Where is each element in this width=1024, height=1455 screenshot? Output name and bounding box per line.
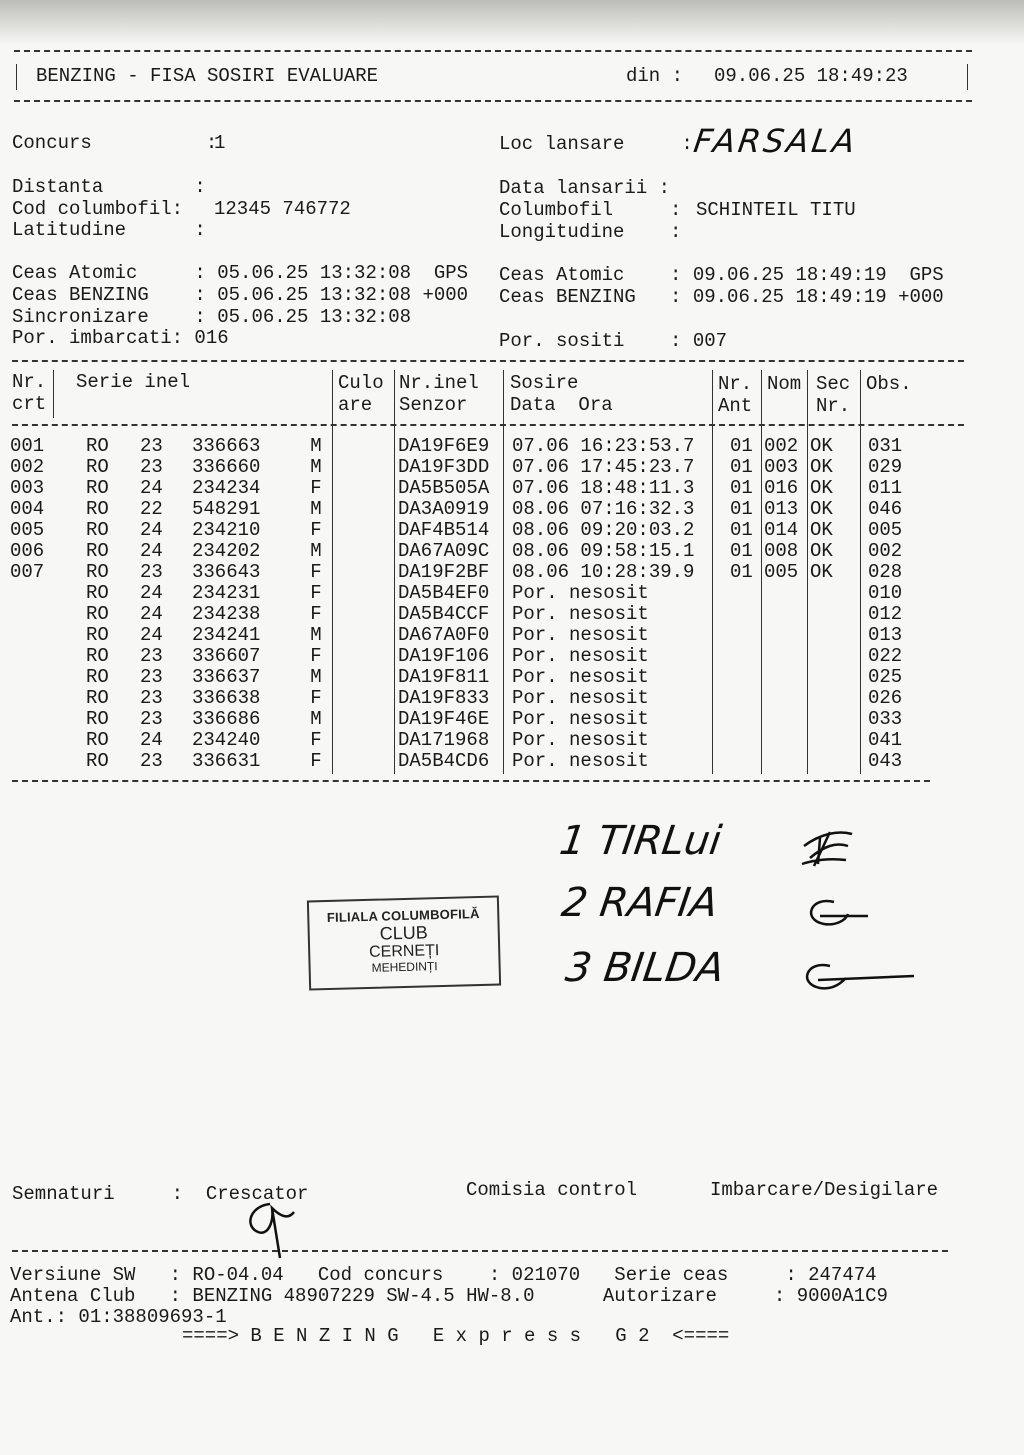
cell-tara: RO: [86, 561, 109, 583]
handwritten-line-1: 1 TIRLui: [556, 818, 725, 864]
cell-culoare: [336, 604, 396, 625]
cell-obs: 022: [868, 645, 903, 667]
cell-tara: RO: [86, 603, 109, 625]
header-banner: [14, 50, 972, 102]
cell-culoare: [336, 436, 396, 457]
cell-ant: [714, 625, 764, 646]
cell-senzor: DA19F811: [398, 666, 490, 688]
cell-an: 23: [140, 750, 163, 772]
cell-nr-crt: 001: [10, 435, 45, 457]
cell-inel: 336607: [192, 645, 261, 667]
table-row: [10, 730, 922, 751]
cell-sex: M: [310, 435, 322, 457]
cell-obs: 046: [868, 498, 903, 520]
cell-sosire: Por. nesosit: [512, 666, 649, 688]
table-rule-bottom: [12, 780, 930, 782]
header-nr-inel: Nr.inel: [399, 372, 479, 394]
cell-nr-crt: [10, 709, 78, 730]
cell-sex: F: [310, 603, 322, 625]
cell-senzor: DA3A0919: [398, 498, 490, 520]
brand-line: ====> B E N Z I N G E x p r e s s G 2 <====: [182, 1325, 730, 1347]
cell-sec: [810, 646, 862, 667]
cell-an: 23: [140, 687, 163, 709]
cell-obs: 005: [868, 519, 903, 541]
cell-ant: 01: [730, 498, 753, 520]
cell-obs: 025: [868, 666, 903, 688]
cell-an: 24: [140, 603, 163, 625]
distanta-label: Distanta :: [12, 176, 206, 198]
header-serie-inel: Serie inel: [76, 371, 191, 393]
header-crt: crt: [12, 393, 47, 415]
cell-tara: RO: [86, 750, 109, 772]
cell-culoare: [336, 457, 396, 478]
cell-nom: [764, 646, 810, 667]
columbofil-value: SCHINTEIL TITU: [696, 199, 856, 221]
cell-inel: 336660: [192, 456, 261, 478]
cell-nom: 008: [764, 540, 799, 562]
cell-sosire: Por. nesosit: [512, 624, 649, 646]
cell-senzor: DA19F106: [398, 645, 490, 667]
cell-sec: [810, 688, 862, 709]
ceas-atomic-left: Ceas Atomic : 05.06.25 13:32:08 GPS: [12, 262, 469, 284]
cell-an: 24: [140, 477, 163, 499]
cell-obs: 041: [868, 729, 903, 751]
cell-culoare: [336, 709, 396, 730]
cell-nr-crt: 002: [10, 456, 45, 478]
cell-obs: 013: [868, 624, 903, 646]
cell-inel: 234234: [192, 477, 261, 499]
porumbei-sositi: Por. sositi : 007: [499, 330, 728, 352]
cell-sosire: 07.06 16:23:53.7: [512, 435, 695, 457]
table-row: [10, 604, 922, 625]
header-senzor: Senzor: [399, 394, 468, 416]
cod-columbofil-value: 12345 746772: [214, 198, 351, 220]
cell-sec: [810, 667, 862, 688]
cell-sosire: 08.06 10:28:39.9: [512, 561, 695, 583]
cell-ant: 01: [730, 456, 753, 478]
comisia-control-label: Comisia control: [466, 1179, 638, 1201]
cell-ant: [714, 604, 764, 625]
cell-sex: M: [310, 666, 322, 688]
antena-id: Ant.: 01:38809693-1: [10, 1306, 227, 1328]
signature: [240, 1196, 310, 1266]
sincronizare: Sincronizare : 05.06.25 13:32:08: [12, 306, 412, 328]
cell-senzor: DA5B505A: [398, 477, 490, 499]
cell-senzor: DA171968: [398, 729, 490, 751]
cell-an: 23: [140, 708, 163, 730]
cell-an: 23: [140, 561, 163, 583]
cell-nr-crt: [10, 667, 78, 688]
cell-inel: 336663: [192, 435, 261, 457]
cell-tara: RO: [86, 519, 109, 541]
cell-sec: OK: [810, 519, 833, 541]
cell-nom: [764, 709, 810, 730]
cell-sec: [810, 604, 862, 625]
cell-tara: RO: [86, 666, 109, 688]
cell-ant: [714, 667, 764, 688]
table-row: [10, 709, 922, 730]
cell-sosire: Por. nesosit: [512, 603, 649, 625]
banner-left-bar: [16, 64, 17, 90]
cell-an: 24: [140, 540, 163, 562]
cell-culoare: [336, 499, 396, 520]
cell-sec: [810, 730, 862, 751]
cell-ant: [714, 709, 764, 730]
cell-tara: RO: [86, 435, 109, 457]
cell-ant: [714, 688, 764, 709]
cell-culoare: [336, 688, 396, 709]
cell-sex: M: [310, 498, 322, 520]
cell-culoare: [336, 583, 396, 604]
cell-inel: 234238: [192, 603, 261, 625]
cell-senzor: DA5B4CCF: [398, 603, 490, 625]
cell-tara: RO: [86, 540, 109, 562]
cell-obs: 011: [868, 477, 903, 499]
stamp-line-4: MEHEDINȚI: [371, 959, 438, 975]
loc-lansare-label: Loc lansare :: [499, 133, 693, 155]
cell-an: 23: [140, 435, 163, 457]
versiune-sw: Versiune SW : RO-04.04 Cod concurs : 021070 Serie ceas : 247474: [10, 1264, 877, 1286]
concurs-value: 1: [214, 132, 226, 154]
cell-sosire: 07.06 18:48:11.3: [512, 477, 695, 499]
table-row: [10, 625, 922, 646]
cell-sec: OK: [810, 456, 833, 478]
cell-obs: 002: [868, 540, 903, 562]
cell-obs: 028: [868, 561, 903, 583]
cell-nom: [764, 604, 810, 625]
cell-nom: [764, 625, 810, 646]
cell-an: 23: [140, 456, 163, 478]
table-row: [10, 499, 922, 520]
table-row: [10, 541, 922, 562]
header-data-ora: Data Ora: [510, 394, 613, 416]
club-stamp: [307, 896, 501, 991]
cell-sex: F: [310, 582, 322, 604]
cell-sec: OK: [810, 561, 833, 583]
cell-nr-crt: [10, 730, 78, 751]
ceas-benzing-left: Ceas BENZING : 05.06.25 13:32:08 +000: [12, 284, 469, 306]
cell-ant: 01: [730, 477, 753, 499]
cell-nom: 003: [764, 456, 799, 478]
header-sec-nr: Nr.: [816, 395, 851, 417]
cell-senzor: DA5B4CD6: [398, 750, 490, 772]
cell-sex: M: [310, 708, 322, 730]
table-row: [10, 688, 922, 709]
cell-ant: [714, 646, 764, 667]
banner-right-bar: [967, 64, 968, 90]
handwritten-initials: [790, 816, 930, 996]
cell-nom: [764, 688, 810, 709]
cell-ant: 01: [730, 561, 753, 583]
header-sosire: Sosire: [510, 372, 579, 394]
cell-senzor: DA19F3DD: [398, 456, 490, 478]
cell-an: 23: [140, 666, 163, 688]
header-culoare-1: Culo: [338, 372, 384, 394]
table-rule-top: [12, 360, 964, 362]
cell-culoare: [336, 520, 396, 541]
cell-tara: RO: [86, 645, 109, 667]
cell-an: 24: [140, 582, 163, 604]
cell-tara: RO: [86, 624, 109, 646]
cell-culoare: [336, 478, 396, 499]
cell-sec: [810, 751, 862, 772]
header-culoare-2: are: [338, 394, 373, 416]
cell-nr-crt: [10, 646, 78, 667]
header-nr-ant: Nr.: [718, 373, 753, 395]
cell-inel: 336643: [192, 561, 261, 583]
header-nom: Nom: [767, 373, 802, 395]
cell-sosire: Por. nesosit: [512, 750, 649, 772]
cell-ant: 01: [730, 519, 753, 541]
cell-nr-crt: [10, 625, 78, 646]
semnaturi-label: Semnaturi : Crescator: [12, 1183, 309, 1205]
header-obs: Obs.: [866, 373, 912, 395]
cell-obs: 012: [868, 603, 903, 625]
cell-inel: 548291: [192, 498, 261, 520]
cell-senzor: DA67A0F0: [398, 624, 490, 646]
cell-sec: [810, 709, 862, 730]
cell-tara: RO: [86, 582, 109, 604]
cell-sosire: Por. nesosit: [512, 708, 649, 730]
loc-lansare-value: FARSALA: [691, 122, 861, 160]
cell-nom: 013: [764, 498, 799, 520]
cell-nom: 002: [764, 435, 799, 457]
cell-culoare: [336, 730, 396, 751]
cell-inel: 336686: [192, 708, 261, 730]
cell-sex: F: [310, 729, 322, 751]
ceas-atomic-right: Ceas Atomic : 09.06.25 18:49:19 GPS: [499, 264, 944, 286]
table-row: [10, 667, 922, 688]
cell-culoare: [336, 646, 396, 667]
cell-sosire: Por. nesosit: [512, 729, 649, 751]
cell-tara: RO: [86, 498, 109, 520]
cell-nom: [764, 583, 810, 604]
handwritten-line-3: 3 BILDA: [562, 945, 728, 991]
cell-an: 24: [140, 624, 163, 646]
cell-nom: [764, 667, 810, 688]
cell-senzor: DAF4B514: [398, 519, 490, 541]
table-row: [10, 436, 922, 457]
footer-rule: [12, 1250, 948, 1252]
cell-nr-crt: 005: [10, 519, 45, 541]
cell-sosire: 08.06 09:58:15.1: [512, 540, 695, 562]
concurs-label: Concurs :: [12, 132, 218, 154]
cell-obs: 031: [868, 435, 903, 457]
cell-sosire: 08.06 07:16:32.3: [512, 498, 695, 520]
cell-tara: RO: [86, 456, 109, 478]
cell-nr-crt: [10, 751, 78, 772]
cell-an: 23: [140, 645, 163, 667]
cell-nr-crt: 004: [10, 498, 45, 520]
cell-an: 24: [140, 519, 163, 541]
cell-nr-crt: [10, 604, 78, 625]
col-divider: [53, 370, 54, 418]
cell-sec: [810, 625, 862, 646]
cell-culoare: [336, 751, 396, 772]
cell-sec: OK: [810, 435, 833, 457]
cell-obs: 010: [868, 582, 903, 604]
table-row: [10, 520, 922, 541]
cell-obs: 029: [868, 456, 903, 478]
data-lansarii-label: Data lansarii :: [499, 177, 671, 199]
antena-club: Antena Club : BENZING 48907229 SW-4.5 HW-8.0 Autorizare : 9000A1C9: [10, 1285, 888, 1307]
cell-nom: 005: [764, 561, 799, 583]
cell-culoare: [336, 562, 396, 583]
cell-nr-crt: 003: [10, 477, 45, 499]
cell-nr-crt: 007: [10, 561, 45, 583]
table-row: [10, 646, 922, 667]
cell-sex: F: [310, 645, 322, 667]
stamp-line-1: FILIALA COLUMBOFILĂ: [326, 906, 480, 926]
cell-sex: F: [310, 687, 322, 709]
cell-sex: M: [310, 540, 322, 562]
cell-ant: 01: [730, 435, 753, 457]
cell-sec: OK: [810, 540, 833, 562]
cell-nom: 014: [764, 519, 799, 541]
cell-obs: 043: [868, 750, 903, 772]
stamp-line-2: CLUB: [379, 922, 428, 944]
cell-nom: [764, 751, 810, 772]
cell-ant: [714, 751, 764, 772]
cell-tara: RO: [86, 729, 109, 751]
cell-inel: 234202: [192, 540, 261, 562]
cell-senzor: DA67A09C: [398, 540, 490, 562]
cell-sex: M: [310, 456, 322, 478]
cell-sosire: Por. nesosit: [512, 582, 649, 604]
cell-sex: F: [310, 561, 322, 583]
table-row: [10, 457, 922, 478]
cell-inel: 336638: [192, 687, 261, 709]
porumbei-imbarcati: Por. imbarcati: 016: [12, 327, 229, 349]
header-nr: Nr.: [12, 371, 47, 393]
cell-nr-crt: [10, 688, 78, 709]
cell-senzor: DA19F46E: [398, 708, 490, 730]
table-row: [10, 751, 922, 772]
cell-tara: RO: [86, 477, 109, 499]
cell-obs: 026: [868, 687, 903, 709]
latitudine-label: Latitudine :: [12, 219, 206, 241]
cell-sosire: Por. nesosit: [512, 645, 649, 667]
cell-ant: 01: [730, 540, 753, 562]
cell-inel: 336631: [192, 750, 261, 772]
cell-senzor: DA5B4EF0: [398, 582, 490, 604]
cell-sec: OK: [810, 498, 833, 520]
cell-sex: M: [310, 624, 322, 646]
table-row: [10, 478, 922, 499]
cell-an: 22: [140, 498, 163, 520]
cell-inel: 336637: [192, 666, 261, 688]
cell-nr-crt: 006: [10, 540, 45, 562]
imbarcare-label: Imbarcare/Desigilare: [710, 1179, 939, 1201]
page-title: BENZING - FISA SOSIRI EVALUARE: [36, 65, 379, 87]
cell-inel: 234231: [192, 582, 261, 604]
cell-culoare: [336, 541, 396, 562]
cell-ant: [714, 583, 764, 604]
cell-culoare: [336, 625, 396, 646]
cell-sec: [810, 583, 862, 604]
cell-tara: RO: [86, 708, 109, 730]
cell-inel: 234240: [192, 729, 261, 751]
cell-ant: [714, 730, 764, 751]
cell-sex: F: [310, 519, 322, 541]
cell-culoare: [336, 667, 396, 688]
cod-columbofil-label: Cod columbofil:: [12, 198, 184, 220]
cell-sosire: 07.06 17:45:23.7: [512, 456, 695, 478]
cell-an: 24: [140, 729, 163, 751]
cell-sec: OK: [810, 477, 833, 499]
cell-tara: RO: [86, 687, 109, 709]
cell-sex: F: [310, 477, 322, 499]
ceas-benzing-right: Ceas BENZING : 09.06.25 18:49:19 +000: [499, 286, 944, 308]
header-ant: Ant: [718, 395, 753, 417]
longitudine-label: Longitudine :: [499, 221, 682, 243]
cell-nom: 016: [764, 477, 799, 499]
cell-nr-crt: [10, 583, 78, 604]
cell-senzor: DA19F6E9: [398, 435, 490, 457]
cell-nom: [764, 730, 810, 751]
cell-sosire: 08.06 09:20:03.2: [512, 519, 695, 541]
cell-inel: 234241: [192, 624, 261, 646]
header-sec: Sec: [816, 373, 851, 395]
cell-senzor: DA19F2BF: [398, 561, 490, 583]
table-row: [10, 562, 922, 583]
cell-sex: F: [310, 750, 322, 772]
date-label: din :: [626, 65, 684, 87]
table-rule-header: [12, 424, 964, 426]
stamp-line-3: CERNEȚI: [368, 942, 440, 961]
cell-obs: 033: [868, 708, 903, 730]
scan-shadow: [0, 0, 1024, 45]
table-row: [10, 583, 922, 604]
cell-sosire: Por. nesosit: [512, 687, 649, 709]
handwritten-line-2: 2 RAFIA: [558, 880, 721, 926]
cell-senzor: DA19F833: [398, 687, 490, 709]
arrivals-table: [10, 436, 922, 772]
columbofil-label: Columbofil :: [499, 199, 682, 221]
cell-inel: 234210: [192, 519, 261, 541]
date-value: 09.06.25 18:49:23: [714, 65, 908, 87]
